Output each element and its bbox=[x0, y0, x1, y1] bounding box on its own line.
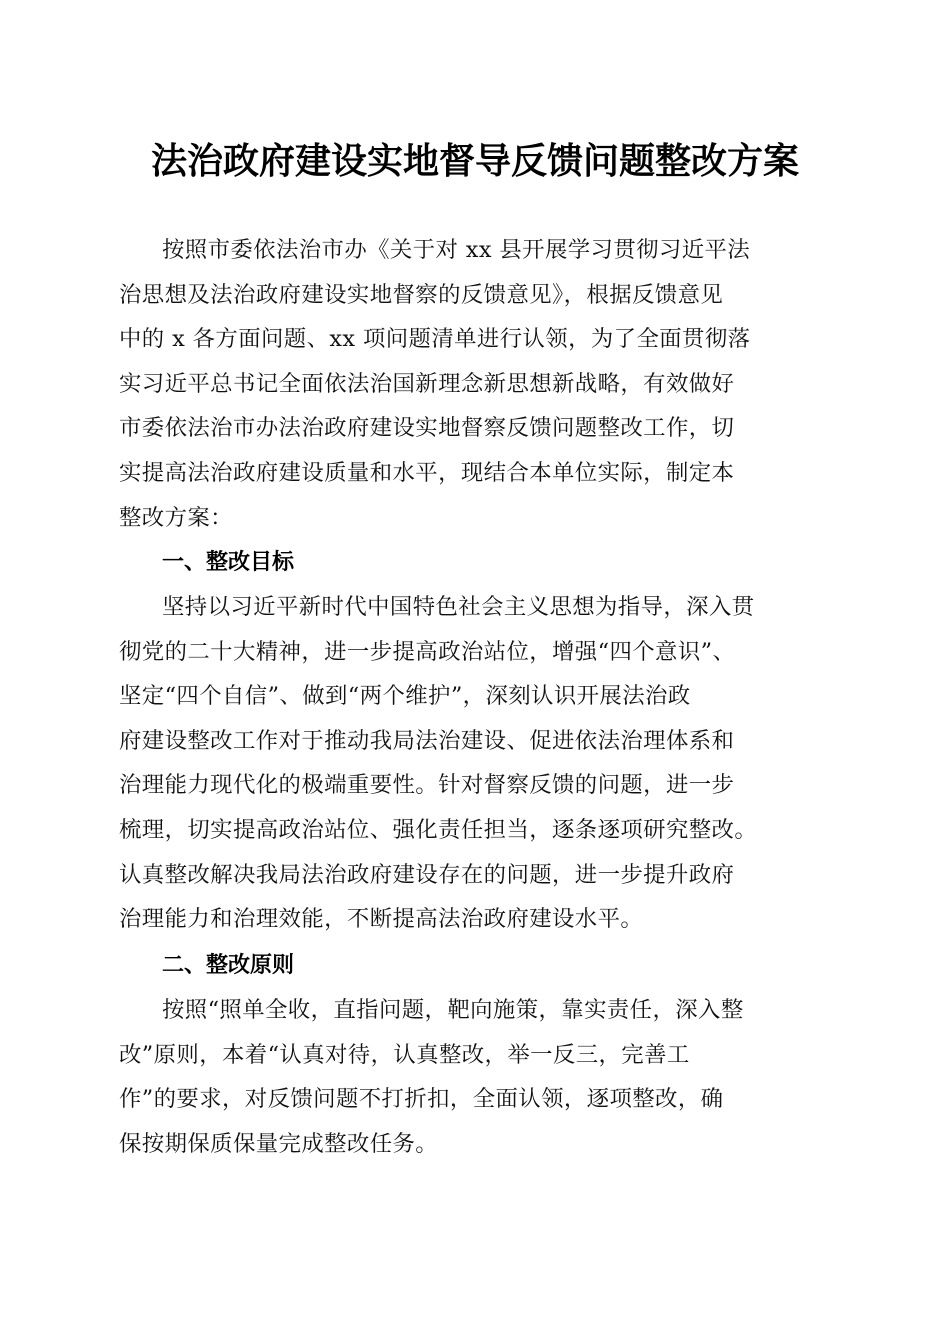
section-heading-goals: 一、整改目标 bbox=[162, 550, 295, 575]
section-heading-principles: 二、整改原则 bbox=[162, 953, 295, 978]
paragraph-line: 彻党的二十大精神，进一步提高政治站位，增强“四个意识”、 bbox=[119, 638, 736, 665]
paragraph-line: 保按期保质保量完成整改任务。 bbox=[119, 1130, 439, 1157]
paragraph-line: 整改方案： bbox=[119, 504, 233, 531]
paragraph-line: 实习近平总书记全面依法治国新理念新思想新战略，有效做好 bbox=[119, 370, 735, 397]
goals-paragraph bbox=[119, 585, 835, 942]
principles-paragraph bbox=[119, 988, 835, 1166]
paragraph-line: 府建设整改工作对于推动我局法治建设、促进依法治理体系和 bbox=[119, 727, 735, 754]
paragraph-line: 坚定“四个自信”、做到“两个维护”，深刻认识开展法治政 bbox=[119, 683, 691, 710]
paragraph-line: 认真整改解决我局法治政府建设存在的问题，进一步提升政府 bbox=[119, 861, 735, 888]
paragraph-line: 治理能力和治理效能，不断提高法治政府建设水平。 bbox=[119, 906, 644, 933]
paragraph-line: 梳理，切实提高政治站位、强化责任担当，逐条逐项研究整改。 bbox=[119, 816, 758, 843]
paragraph-line: 作”的要求，对反馈问题不打折扣，全面认领，逐项整改，确 bbox=[119, 1086, 724, 1113]
paragraph-line: 按照市委依法治市办《关于对 xx 县开展学习贯彻习近平法 bbox=[162, 237, 751, 263]
paragraph-line: 实提高法治政府建设质量和水平，现结合本单位实际，制定本 bbox=[119, 459, 735, 486]
paragraph-line: 治理能力现代化的极端重要性。针对督察反馈的问题，进一步 bbox=[119, 772, 735, 799]
paragraph-line: 改”原则，本着“认真对待，认真整改，举一反三，完善工 bbox=[119, 1041, 690, 1068]
paragraph-line: 市委依法治市办法治政府建设实地督察反馈问题整改工作，切 bbox=[119, 415, 735, 442]
document-title: 法治政府建设实地督导反馈问题整改方案 bbox=[150, 140, 799, 182]
paragraph-line: 中的 x 各方面问题、xx 项问题清单进行认领，为了全面贯彻落 bbox=[119, 326, 751, 353]
intro-paragraph bbox=[119, 228, 835, 540]
paragraph-line: 坚持以习近平新时代中国特色社会主义思想为指导，深入贯 bbox=[162, 594, 755, 620]
paragraph-line: 按照“照单全收，直指问题，靶向施策，靠实责任，深入整 bbox=[162, 997, 744, 1023]
paragraph-line: 治思想及法治政府建设实地督察的反馈意见》，根据反馈意见 bbox=[119, 281, 724, 308]
